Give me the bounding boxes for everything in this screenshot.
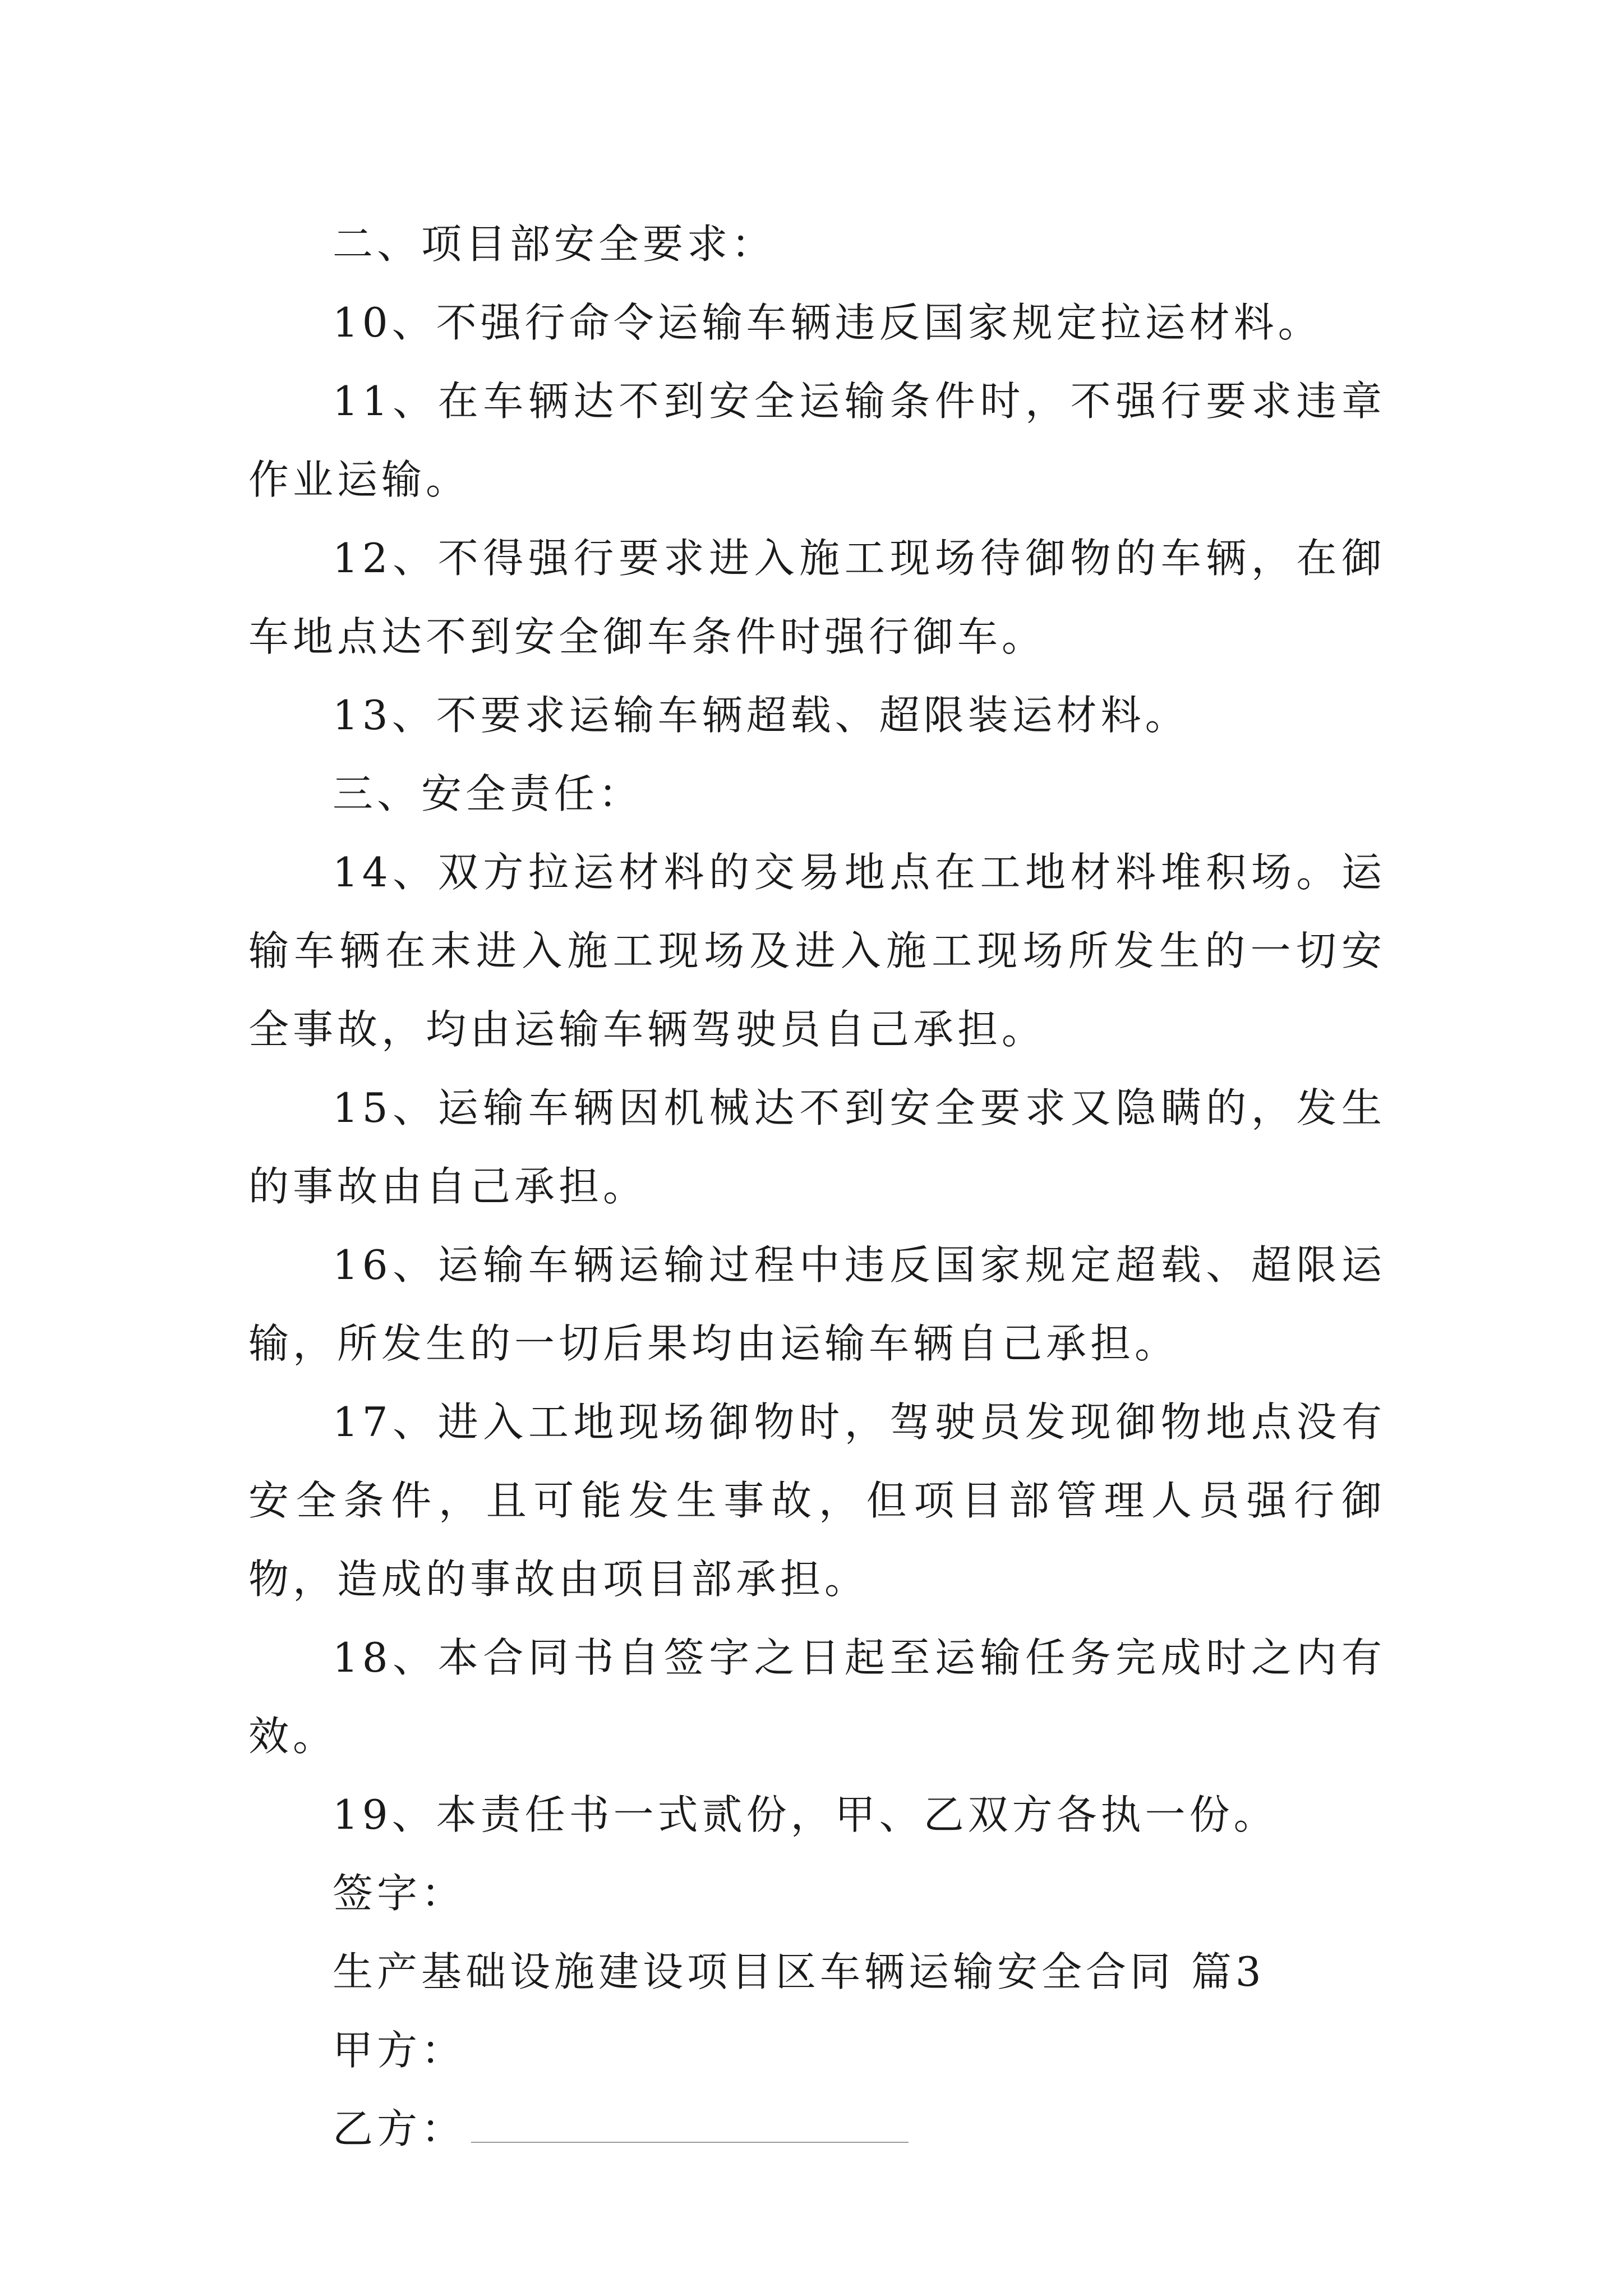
clause: 10、不强行命令运输车辆违反国家规定拉运材料。	[333, 299, 1322, 346]
party-a-label: 甲方：	[333, 2027, 466, 2074]
party-b-label: 乙方：	[333, 2105, 466, 2152]
signature-label: 签字：	[333, 1870, 466, 1917]
section-heading: 二、项目部安全要求：	[333, 220, 776, 268]
clause: 17、进入工地现场御物时，驾驶员发现御物地点没有安全条件，且可能发生事故，但项目部管理人员强行御物，造成的事故由项目部承担。	[248, 1398, 1386, 1603]
party-b-line	[248, 2090, 1386, 2168]
clause: 12、不得强行要求进入施工现场待御物的车辆，在御车地点达不到安全御车条件时强行御车。	[248, 535, 1386, 660]
clause: 11、在车辆达不到安全运输条件时，不强行要求违章作业运输。	[248, 378, 1386, 503]
document-body	[248, 205, 1386, 2168]
party-b-blank	[471, 2108, 909, 2143]
clause: 13、不要求运输车辆超载、超限装运材料。	[333, 692, 1189, 739]
clause: 19、本责任书一式贰份，甲、乙双方各执一份。	[333, 1791, 1278, 1838]
clause: 14、双方拉运材料的交易地点在工地材料堆积场。运输车辆在末进入施工现场及进入施工现场所发生的一切安全事故，均由运输车辆驾驶员自己承担。	[248, 849, 1386, 1053]
clause: 15、运输车辆因机械达不到安全要求又隐瞒的，发生的事故由自己承担。	[248, 1084, 1386, 1210]
contract-title: 生产基础设施建设项目区车辆运输安全合同 篇3	[333, 1948, 1265, 1995]
clause: 16、运输车辆运输过程中违反国家规定超载、超限运输，所发生的一切后果均由运输车辆自己承担。	[248, 1241, 1386, 1367]
clause: 18、本合同书自签字之日起至运输任务完成时之内有效。	[248, 1634, 1386, 1760]
section-heading: 三、安全责任：	[333, 770, 643, 817]
